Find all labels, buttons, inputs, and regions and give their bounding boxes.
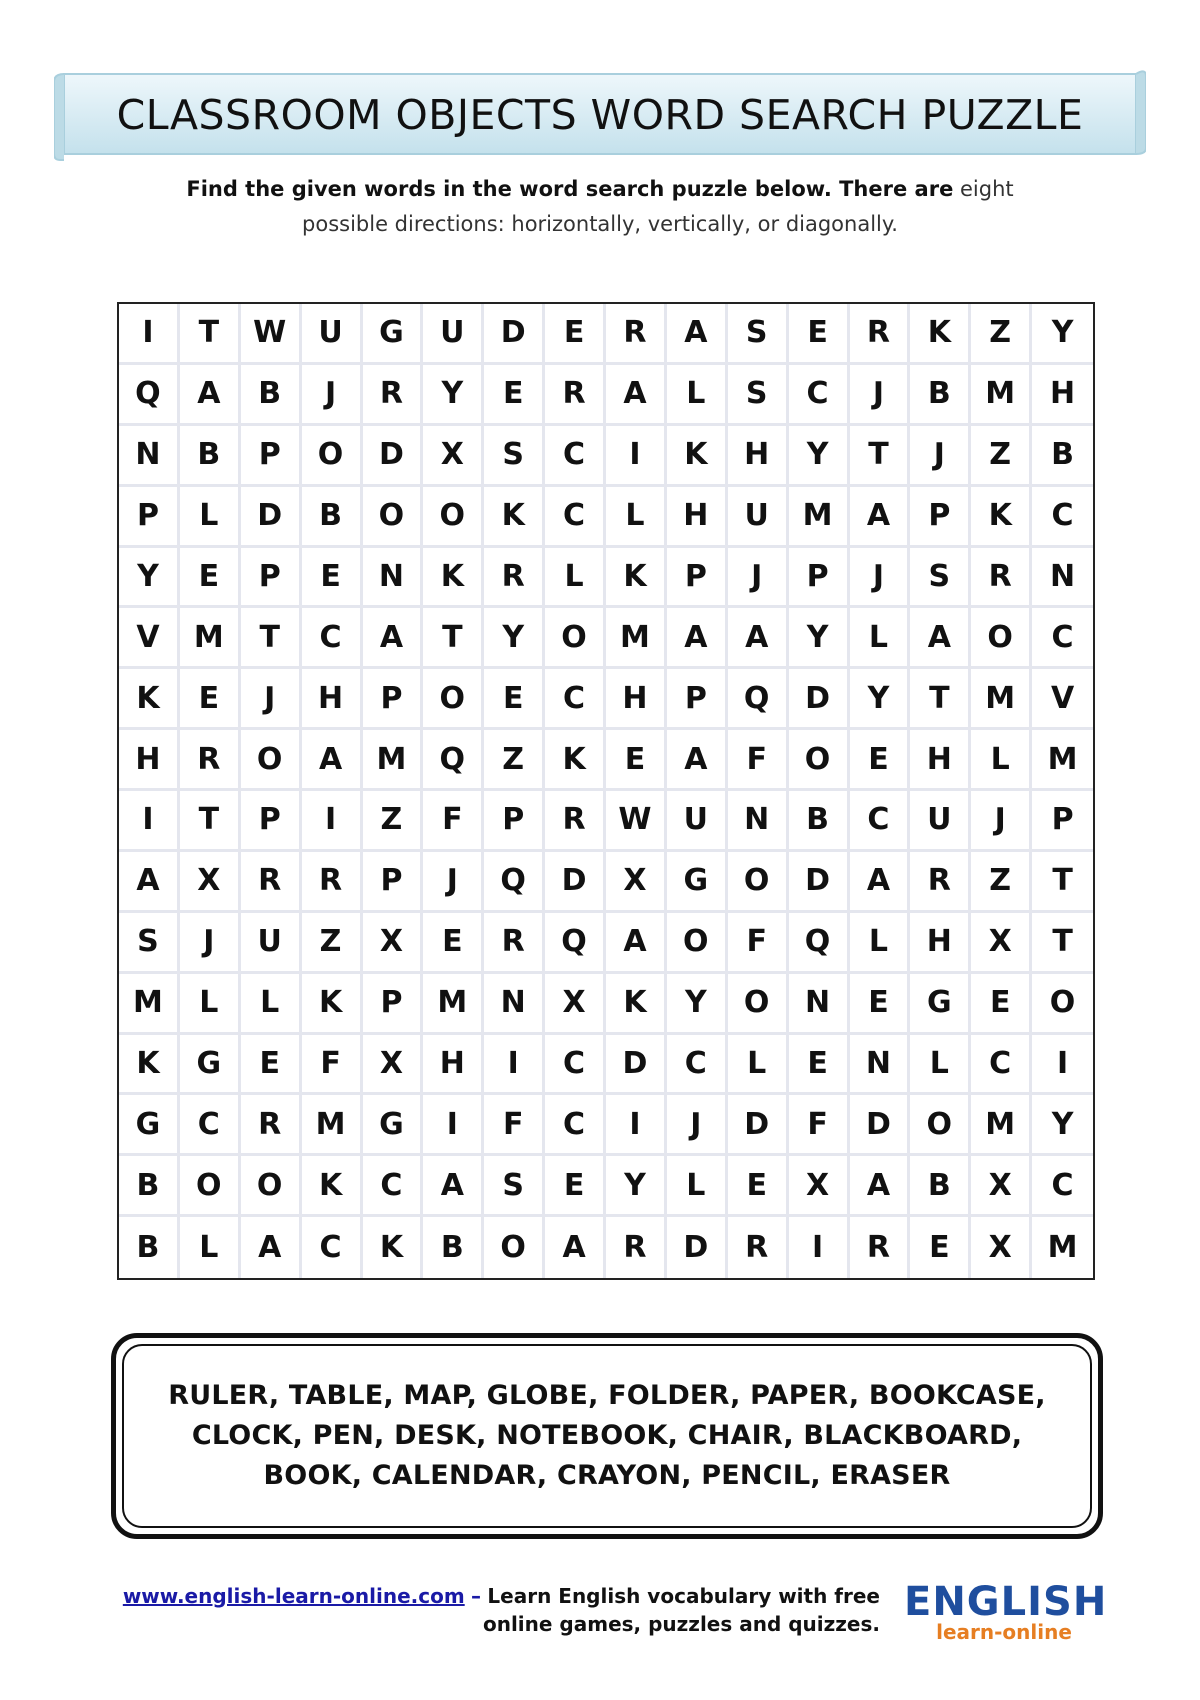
grid-cell: E (180, 669, 241, 730)
grid-cell: Y (667, 974, 728, 1035)
grid-cell: D (606, 1035, 667, 1096)
grid-cell: L (850, 913, 911, 974)
grid-cell: E (241, 1035, 302, 1096)
grid-cell: L (667, 365, 728, 426)
word-list-line: BOOK, CALENDAR, CRAYON, PENCIL, ERASER (263, 1460, 951, 1491)
grid-cell: C (971, 1035, 1032, 1096)
grid-cell: F (789, 1095, 850, 1156)
grid-cell: J (180, 913, 241, 974)
grid-cell: C (545, 487, 606, 548)
grid-cell: V (1032, 669, 1093, 730)
grid-cell: E (545, 1156, 606, 1217)
grid-cell: J (971, 791, 1032, 852)
grid-cell: R (606, 304, 667, 365)
grid-cell: B (241, 365, 302, 426)
grid-cell: U (667, 791, 728, 852)
grid-cell: A (667, 304, 728, 365)
grid-cell: R (545, 365, 606, 426)
grid-cell: M (119, 974, 180, 1035)
grid-cell: K (423, 548, 484, 609)
grid-cell: A (606, 365, 667, 426)
grid-cell: L (545, 548, 606, 609)
grid-cell: T (910, 669, 971, 730)
grid-cell: Q (728, 669, 789, 730)
grid-cell: K (606, 974, 667, 1035)
grid-cell: O (423, 669, 484, 730)
grid-cell: U (423, 304, 484, 365)
grid-cell: Y (606, 1156, 667, 1217)
grid-cell: N (1032, 548, 1093, 609)
grid-cell: P (484, 791, 545, 852)
grid-cell: E (484, 669, 545, 730)
grid-cell: X (180, 852, 241, 913)
grid-cell: L (971, 730, 1032, 791)
grid-cell: R (545, 791, 606, 852)
grid-cell: M (1032, 1217, 1093, 1278)
grid-cell: O (241, 1156, 302, 1217)
grid-cell: K (363, 1217, 424, 1278)
grid-cell: M (971, 669, 1032, 730)
grid-cell: H (910, 913, 971, 974)
grid-cell: K (910, 304, 971, 365)
grid-cell: P (363, 974, 424, 1035)
grid-cell: D (363, 426, 424, 487)
grid-cell: X (971, 1217, 1032, 1278)
grid-cell: M (971, 1095, 1032, 1156)
grid-cell: C (545, 1095, 606, 1156)
grid-cell: Q (545, 913, 606, 974)
grid-cell: S (910, 548, 971, 609)
grid-cell: A (667, 730, 728, 791)
grid-cell: E (423, 913, 484, 974)
grid-cell: T (241, 608, 302, 669)
grid-cell: R (606, 1217, 667, 1278)
grid-cell: O (910, 1095, 971, 1156)
grid-cell: C (545, 426, 606, 487)
grid-cell: F (728, 730, 789, 791)
grid-cell: G (910, 974, 971, 1035)
logo-sub-text: learn-online (936, 1620, 1072, 1644)
grid-cell: B (180, 426, 241, 487)
grid-cell: D (789, 852, 850, 913)
grid-cell: R (241, 1095, 302, 1156)
grid-cell: N (363, 548, 424, 609)
grid-cell: C (302, 1217, 363, 1278)
grid-cell: R (850, 1217, 911, 1278)
grid-cell: I (484, 1035, 545, 1096)
grid-cell: G (180, 1035, 241, 1096)
grid-cell: H (119, 730, 180, 791)
grid-cell: Y (119, 548, 180, 609)
footer-description-line1: Learn English vocabulary with free (487, 1584, 880, 1608)
logo-main-text: ENGLISH (904, 1579, 1108, 1625)
grid-cell: J (850, 548, 911, 609)
grid-cell: E (910, 1217, 971, 1278)
grid-cell: A (545, 1217, 606, 1278)
grid-cell: E (302, 548, 363, 609)
grid-cell: R (180, 730, 241, 791)
grid-cell: K (302, 1156, 363, 1217)
grid-cell: M (971, 365, 1032, 426)
grid-cell: A (910, 608, 971, 669)
grid-cell: Z (971, 426, 1032, 487)
instructions-line2: possible directions: horizontally, vertically, or diagonally. (302, 212, 898, 236)
grid-cell: L (667, 1156, 728, 1217)
grid-cell: C (850, 791, 911, 852)
grid-cell: K (302, 974, 363, 1035)
grid-cell: L (180, 974, 241, 1035)
grid-cell: J (728, 548, 789, 609)
grid-cell: C (302, 608, 363, 669)
website-link[interactable]: www.english-learn-online.com (122, 1584, 465, 1608)
grid-cell: C (789, 365, 850, 426)
grid-cell: D (484, 304, 545, 365)
grid-cell: Q (119, 365, 180, 426)
grid-cell: W (241, 304, 302, 365)
grid-cell: K (667, 426, 728, 487)
grid-cell: P (363, 669, 424, 730)
grid-cell: W (606, 791, 667, 852)
english-learn-online-logo (904, 1579, 1108, 1650)
grid-cell: U (728, 487, 789, 548)
grid-cell: A (302, 730, 363, 791)
grid-cell: C (1032, 1156, 1093, 1217)
grid-cell: J (850, 365, 911, 426)
grid-cell: X (971, 913, 1032, 974)
grid-cell: X (363, 1035, 424, 1096)
grid-cell: M (423, 974, 484, 1035)
grid-cell: I (423, 1095, 484, 1156)
footer-description-line2: online games, puzzles and quizzes. (482, 1612, 880, 1636)
instructions (150, 172, 1050, 242)
grid-cell: L (910, 1035, 971, 1096)
grid-cell: C (545, 1035, 606, 1096)
grid-cell: D (545, 852, 606, 913)
grid-cell: J (241, 669, 302, 730)
grid-cell: N (119, 426, 180, 487)
grid-cell: O (423, 487, 484, 548)
grid-cell: O (728, 974, 789, 1035)
grid-cell: J (423, 852, 484, 913)
grid-cell: I (119, 791, 180, 852)
grid-cell: H (910, 730, 971, 791)
grid-cell: U (241, 913, 302, 974)
grid-cell: Y (789, 608, 850, 669)
word-search-grid (117, 302, 1095, 1280)
grid-cell: X (606, 852, 667, 913)
grid-cell: B (789, 791, 850, 852)
grid-cell: A (180, 365, 241, 426)
grid-cell: R (728, 1217, 789, 1278)
grid-cell: L (728, 1035, 789, 1096)
grid-cell: O (180, 1156, 241, 1217)
grid-cell: F (423, 791, 484, 852)
grid-cell: A (850, 487, 911, 548)
grid-cell: A (241, 1217, 302, 1278)
grid-cell: Z (971, 304, 1032, 365)
grid-cell: N (789, 974, 850, 1035)
grid-cell: O (789, 730, 850, 791)
grid-cell: U (910, 791, 971, 852)
grid-cell: E (850, 730, 911, 791)
grid-cell: T (1032, 913, 1093, 974)
grid-cell: D (728, 1095, 789, 1156)
grid-cell: A (850, 852, 911, 913)
grid-cell: A (728, 608, 789, 669)
instructions-eight: eight (960, 177, 1014, 201)
word-list-inner-border (122, 1344, 1092, 1528)
grid-cell: P (789, 548, 850, 609)
grid-cell: R (302, 852, 363, 913)
grid-cell: I (1032, 1035, 1093, 1096)
grid-cell: X (423, 426, 484, 487)
grid-cell: K (119, 1035, 180, 1096)
grid-cell: G (119, 1095, 180, 1156)
grid-cell: D (667, 1217, 728, 1278)
grid-cell: Q (789, 913, 850, 974)
grid-cell: A (363, 608, 424, 669)
grid-cell: M (363, 730, 424, 791)
grid-cell: T (180, 304, 241, 365)
grid-cell: F (302, 1035, 363, 1096)
grid-cell: C (545, 669, 606, 730)
grid-cell: K (971, 487, 1032, 548)
grid-cell: Z (484, 730, 545, 791)
grid-cell: L (241, 974, 302, 1035)
grid-cell: C (363, 1156, 424, 1217)
grid-cell: B (119, 1217, 180, 1278)
grid-cell: P (119, 487, 180, 548)
title-banner (54, 68, 1146, 162)
grid-cell: Y (423, 365, 484, 426)
grid-cell: M (789, 487, 850, 548)
grid-cell: L (606, 487, 667, 548)
grid-cell: P (910, 487, 971, 548)
grid-cell: B (1032, 426, 1093, 487)
grid-cell: O (545, 608, 606, 669)
grid-cell: I (606, 1095, 667, 1156)
grid-cell: T (850, 426, 911, 487)
grid-cell: H (728, 426, 789, 487)
grid-cell: L (180, 1217, 241, 1278)
grid-cell: L (180, 487, 241, 548)
grid-cell: A (606, 913, 667, 974)
grid-cell: J (910, 426, 971, 487)
grid-cell: O (971, 608, 1032, 669)
grid-cell: O (302, 426, 363, 487)
grid-cell: S (119, 913, 180, 974)
word-list-line: RULER, TABLE, MAP, GLOBE, FOLDER, PAPER, BOOKCASE, (168, 1380, 1046, 1411)
grid-cell: H (423, 1035, 484, 1096)
grid-cell: E (728, 1156, 789, 1217)
grid-cell: T (423, 608, 484, 669)
grid-cell: M (180, 608, 241, 669)
grid-cell: Y (484, 608, 545, 669)
grid-cell: Z (302, 913, 363, 974)
grid-cell: N (728, 791, 789, 852)
grid-cell: U (302, 304, 363, 365)
word-list-line: CLOCK, PEN, DESK, NOTEBOOK, CHAIR, BLACKBOARD, (191, 1420, 1023, 1451)
grid-cell: B (910, 365, 971, 426)
grid-cell: Z (363, 791, 424, 852)
grid-cell: O (728, 852, 789, 913)
grid-cell: A (119, 852, 180, 913)
grid-cell: E (850, 974, 911, 1035)
grid-cell: S (728, 304, 789, 365)
grid-cell: Q (484, 852, 545, 913)
grid-cell: S (484, 1156, 545, 1217)
grid-cell: A (423, 1156, 484, 1217)
grid-cell: Q (423, 730, 484, 791)
grid-cell: P (363, 852, 424, 913)
grid-cell: M (302, 1095, 363, 1156)
grid-cell: O (484, 1217, 545, 1278)
grid-cell: E (971, 974, 1032, 1035)
grid-cell: G (667, 852, 728, 913)
grid-cell: M (606, 608, 667, 669)
grid-cell: H (302, 669, 363, 730)
grid-cell: F (728, 913, 789, 974)
instructions-line1: Find the given words in the word search puzzle below. There are (186, 177, 954, 201)
grid-cell: R (484, 548, 545, 609)
grid-cell: A (667, 608, 728, 669)
grid-cell: O (667, 913, 728, 974)
grid-cell: J (302, 365, 363, 426)
grid-cell: L (850, 608, 911, 669)
grid-cell: O (241, 730, 302, 791)
grid-cell: I (302, 791, 363, 852)
grid-cell: E (789, 304, 850, 365)
grid-cell: X (789, 1156, 850, 1217)
grid-cell: O (363, 487, 424, 548)
grid-cell: P (667, 669, 728, 730)
grid-cell: B (119, 1156, 180, 1217)
grid-cell: X (545, 974, 606, 1035)
grid-cell: K (606, 548, 667, 609)
grid-cell: N (850, 1035, 911, 1096)
word-list (147, 1376, 1067, 1496)
grid-cell: E (545, 304, 606, 365)
grid-cell: Y (789, 426, 850, 487)
grid-cell: I (606, 426, 667, 487)
page-title: CLASSROOM OBJECTS WORD SEARCH PUZZLE (116, 91, 1084, 139)
grid-cell: P (241, 548, 302, 609)
grid-cell: Y (1032, 304, 1093, 365)
grid-cell: X (971, 1156, 1032, 1217)
grid-cell: M (1032, 730, 1093, 791)
grid-cell: Y (1032, 1095, 1093, 1156)
grid-cell: P (241, 791, 302, 852)
word-list-box (111, 1333, 1103, 1539)
grid-cell: V (119, 608, 180, 669)
grid-cell: D (241, 487, 302, 548)
grid-cell: B (302, 487, 363, 548)
grid-cell: H (606, 669, 667, 730)
grid-cell: R (241, 852, 302, 913)
footer (110, 1582, 880, 1638)
grid-cell: P (667, 548, 728, 609)
grid-cell: B (423, 1217, 484, 1278)
grid-cell: F (484, 1095, 545, 1156)
grid-cell: G (363, 1095, 424, 1156)
grid-cell: X (363, 913, 424, 974)
grid-cell: S (484, 426, 545, 487)
grid-cell: E (484, 365, 545, 426)
grid-cell: A (850, 1156, 911, 1217)
grid-cell: I (789, 1217, 850, 1278)
footer-dash: – (471, 1584, 482, 1608)
grid-cell: P (1032, 791, 1093, 852)
grid-cell: J (667, 1095, 728, 1156)
grid-cell: Z (971, 852, 1032, 913)
grid-cell: I (119, 304, 180, 365)
grid-cell: B (910, 1156, 971, 1217)
grid-cell: E (789, 1035, 850, 1096)
grid-cell: E (606, 730, 667, 791)
grid-cell: Y (850, 669, 911, 730)
grid-cell: D (850, 1095, 911, 1156)
grid-cell: R (850, 304, 911, 365)
grid-cell: C (180, 1095, 241, 1156)
grid-cell: H (1032, 365, 1093, 426)
grid-cell: N (484, 974, 545, 1035)
grid-cell: O (1032, 974, 1093, 1035)
grid-cell: S (728, 365, 789, 426)
grid-cell: R (484, 913, 545, 974)
grid-cell: T (180, 791, 241, 852)
grid-cell: G (363, 304, 424, 365)
grid-cell: K (119, 669, 180, 730)
grid-cell: R (910, 852, 971, 913)
grid-cell: C (1032, 608, 1093, 669)
grid-cell: C (1032, 487, 1093, 548)
grid-cell: E (180, 548, 241, 609)
grid-cell: H (667, 487, 728, 548)
grid-cell: D (789, 669, 850, 730)
grid-cell: K (545, 730, 606, 791)
grid-cell: R (363, 365, 424, 426)
grid-cell: C (667, 1035, 728, 1096)
grid-cell: R (971, 548, 1032, 609)
grid-cell: K (484, 487, 545, 548)
grid-cell: P (241, 426, 302, 487)
grid-cell: T (1032, 852, 1093, 913)
